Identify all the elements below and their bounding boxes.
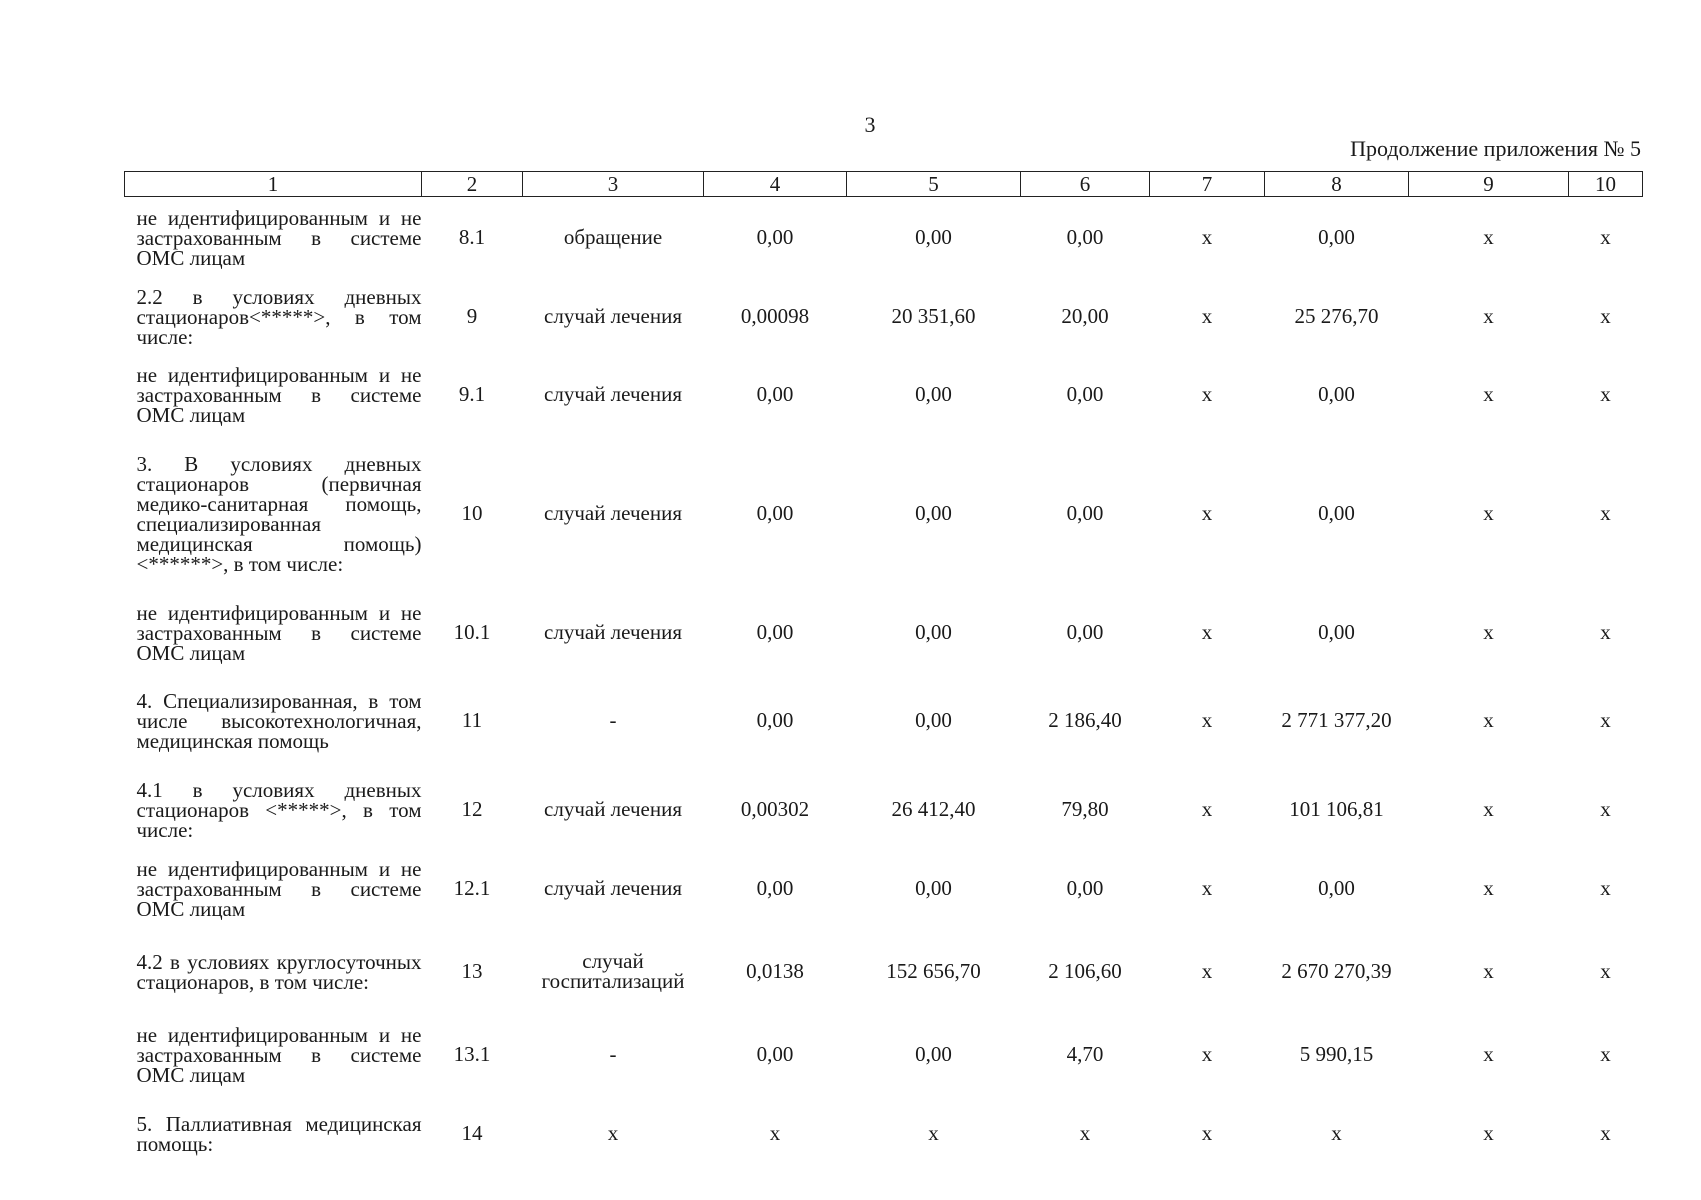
value-cell: х xyxy=(1483,1042,1494,1066)
value-cell: 0,00 xyxy=(1066,501,1104,525)
column-header: 5 xyxy=(847,172,1021,197)
value-cell: х xyxy=(1483,225,1494,249)
value-cell: 0,00 xyxy=(756,501,794,525)
value-cell: 0,00 xyxy=(1318,225,1355,249)
value-cell: 2 670 270,39 xyxy=(1281,959,1392,983)
unit-cell: - xyxy=(609,1042,617,1066)
value-cell: х xyxy=(1600,225,1611,249)
column-header: 6 xyxy=(1021,172,1150,197)
row-name: 4. Специализированная, в том числе высокотехнологичная, медицинская помощь xyxy=(136,689,422,753)
unit-cell: х xyxy=(607,1121,619,1145)
value-cell: 2 771 377,20 xyxy=(1281,708,1392,732)
value-cell: х xyxy=(1201,876,1213,900)
value-cell: 0,00302 xyxy=(740,797,810,821)
value-cell: х xyxy=(1201,382,1213,406)
value-cell: х xyxy=(1483,708,1494,732)
value-cell: 0,00 xyxy=(756,708,794,732)
unit-cell: случай лечения xyxy=(544,501,682,525)
unit-cell: обращение xyxy=(563,225,663,249)
value-cell: х xyxy=(1201,501,1213,525)
value-cell: х xyxy=(1201,708,1213,732)
table-row xyxy=(125,927,1643,1015)
row-name: 2.2 в условиях дневных стационаров<*****>, в том числе: xyxy=(136,285,422,349)
value-cell: 0,00 xyxy=(1318,382,1355,406)
row-name: не идентифицированным и не застрахованным в системе ОМС лицам xyxy=(136,857,422,921)
value-cell: х xyxy=(1483,959,1494,983)
value-cell: х xyxy=(1483,304,1494,328)
value-cell: х xyxy=(1483,501,1494,525)
value-cell: 26 412,40 xyxy=(891,797,976,821)
value-cell: 0,00 xyxy=(756,382,794,406)
value-cell: 5 990,15 xyxy=(1299,1042,1374,1066)
row-number: 8.1 xyxy=(458,225,486,249)
row-name: не идентифицированным и не застрахованным в системе ОМС лицам xyxy=(136,363,422,427)
row-number: 12 xyxy=(461,797,483,821)
appendix-title: Продолжение приложения № 5 xyxy=(1350,136,1641,161)
value-cell: 2 186,40 xyxy=(1048,708,1122,732)
value-cell: 0,00 xyxy=(756,620,794,644)
value-cell: х xyxy=(1600,304,1611,328)
row-number: 10 xyxy=(461,501,483,525)
column-header: 8 xyxy=(1265,172,1409,197)
value-cell: 0,00 xyxy=(915,708,952,732)
value-cell: 79,80 xyxy=(1061,797,1109,821)
table-row xyxy=(125,769,1643,849)
column-header: 7 xyxy=(1150,172,1265,197)
value-cell: х xyxy=(1600,501,1611,525)
row-name: не идентифицированным и не застрахованным в системе ОМС лицам xyxy=(136,1023,422,1087)
row-name: 5. Паллиативная медицинская помощь: xyxy=(136,1112,422,1156)
column-header: 3 xyxy=(523,172,704,197)
value-cell: х xyxy=(1201,225,1213,249)
value-cell: х xyxy=(1201,1042,1213,1066)
row-number: 12.1 xyxy=(453,876,491,900)
value-cell: 0,00 xyxy=(915,225,952,249)
row-number: 13.1 xyxy=(453,1042,491,1066)
value-cell: 0,00 xyxy=(1066,620,1104,644)
value-cell: х xyxy=(1483,382,1494,406)
row-name: не идентифицированным и не застрахованным в системе ОМС лицам xyxy=(136,206,422,270)
value-cell: 0,00 xyxy=(915,1042,952,1066)
value-cell: 4,70 xyxy=(1066,1042,1104,1066)
value-cell: х xyxy=(1201,1121,1213,1145)
value-cell: х xyxy=(769,1121,781,1145)
value-cell: х xyxy=(1201,620,1213,644)
value-cell: 0,00098 xyxy=(740,304,810,328)
table-header-row xyxy=(125,172,1643,197)
column-header: 1 xyxy=(125,172,422,197)
value-cell: х xyxy=(1600,959,1611,983)
column-header: 10 xyxy=(1569,172,1643,197)
unit-cell: - xyxy=(609,708,617,732)
value-cell: 101 106,81 xyxy=(1289,797,1384,821)
column-header: 2 xyxy=(422,172,523,197)
value-cell: х xyxy=(1201,959,1213,983)
table-row xyxy=(125,593,1643,671)
row-number: 9.1 xyxy=(458,382,486,406)
row-number: 13 xyxy=(461,959,483,983)
value-cell: х xyxy=(1600,382,1611,406)
unit-cell: случай лечения xyxy=(544,304,682,328)
table-row xyxy=(125,1015,1643,1093)
value-cell: х xyxy=(1483,620,1494,644)
value-cell: 20 351,60 xyxy=(891,304,976,328)
value-cell: х xyxy=(1483,797,1494,821)
value-cell: х xyxy=(1600,620,1611,644)
table-row xyxy=(125,433,1643,593)
value-cell: х xyxy=(1483,1121,1494,1145)
value-cell: 152 656,70 xyxy=(886,959,981,983)
value-cell: х xyxy=(1079,1121,1091,1145)
page-number: 3 xyxy=(864,112,876,137)
table-row xyxy=(125,355,1643,433)
table-row xyxy=(125,1093,1643,1173)
value-cell: 0,00 xyxy=(756,876,794,900)
value-cell: х xyxy=(1600,708,1611,732)
row-number: 9 xyxy=(466,304,478,328)
value-cell: 0,00 xyxy=(1318,620,1355,644)
column-header: 4 xyxy=(704,172,847,197)
value-cell: 0,00 xyxy=(1066,382,1104,406)
value-cell: 0,00 xyxy=(756,225,794,249)
row-number: 10.1 xyxy=(453,620,491,644)
value-cell: 0,0138 xyxy=(746,959,804,983)
value-cell: 0,00 xyxy=(1066,225,1104,249)
column-header: 9 xyxy=(1409,172,1569,197)
row-name: 4.1 в условиях дневных стационаров <*****>, в том числе: xyxy=(136,778,422,842)
value-cell: х xyxy=(1600,797,1611,821)
value-cell: 0,00 xyxy=(1318,501,1355,525)
value-cell: х xyxy=(1331,1121,1342,1145)
row-name: 3. В условиях дневных стационаров (первичная медико-санитарная помощь, специализированная медицинская помощь) <******>, в том числе: xyxy=(136,452,422,576)
unit-cell: случай лечения xyxy=(544,620,682,644)
value-cell: 0,00 xyxy=(915,382,952,406)
value-cell: х xyxy=(928,1121,939,1145)
value-cell: 0,00 xyxy=(1066,876,1104,900)
value-cell: 25 276,70 xyxy=(1294,304,1379,328)
value-cell: 0,00 xyxy=(756,1042,794,1066)
row-number: 11 xyxy=(461,708,483,732)
table-row xyxy=(125,849,1643,927)
value-cell: х xyxy=(1600,1121,1611,1145)
row-number: 14 xyxy=(461,1121,483,1145)
table-row xyxy=(125,197,1643,278)
row-name: не идентифицированным и не застрахованным в системе ОМС лицам xyxy=(136,601,422,665)
unit-cell: случай лечения xyxy=(544,797,682,821)
unit-cell: случай лечения xyxy=(544,382,682,406)
value-cell: 0,00 xyxy=(915,620,952,644)
value-cell: 0,00 xyxy=(1318,876,1355,900)
value-cell: х xyxy=(1483,876,1494,900)
value-cell: х xyxy=(1600,876,1611,900)
table-row xyxy=(125,277,1643,355)
value-cell: 2 106,60 xyxy=(1048,959,1122,983)
value-cell: х xyxy=(1600,1042,1611,1066)
value-cell: х xyxy=(1201,797,1213,821)
value-cell: 0,00 xyxy=(915,501,952,525)
unit-cell: случай госпитализаций xyxy=(541,949,685,993)
table-row xyxy=(125,671,1643,769)
data-table xyxy=(124,171,1643,1173)
value-cell: 0,00 xyxy=(915,876,952,900)
unit-cell: случай лечения xyxy=(544,876,682,900)
row-name: 4.2 в условиях круглосуточных стационаров, в том числе: xyxy=(136,950,422,994)
value-cell: 20,00 xyxy=(1061,304,1109,328)
value-cell: х xyxy=(1201,304,1213,328)
